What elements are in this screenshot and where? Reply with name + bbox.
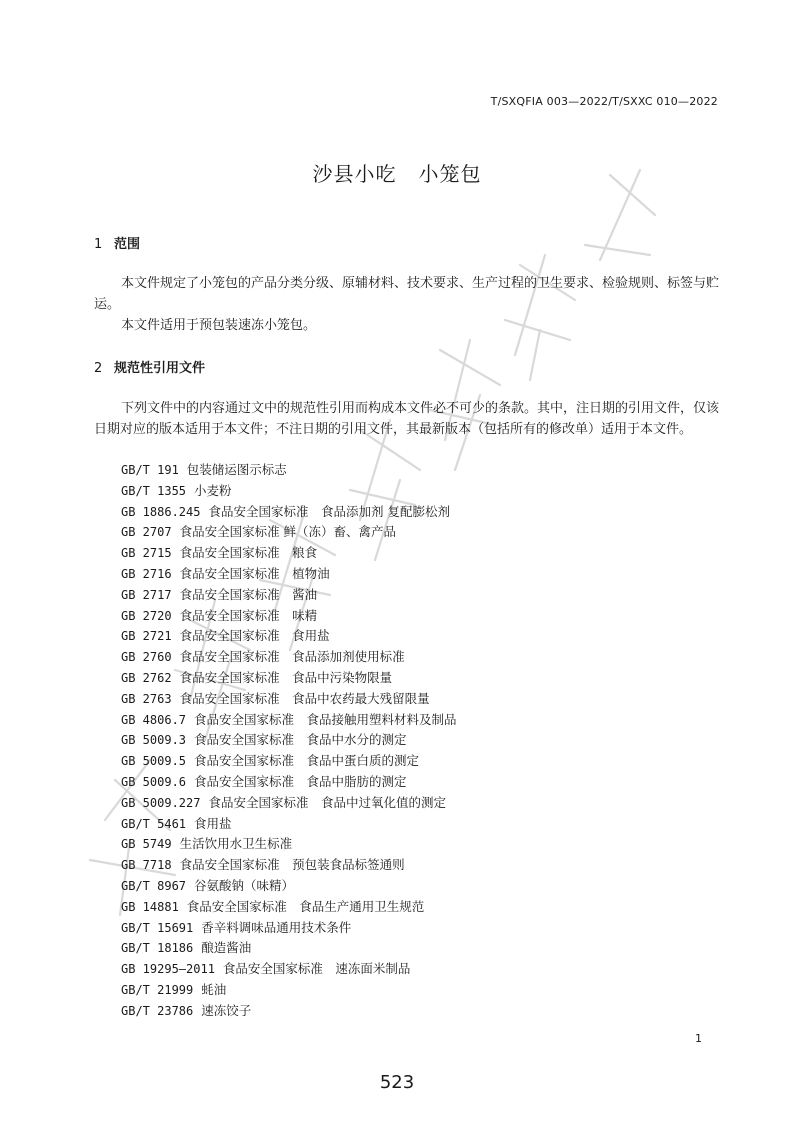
reference-item (121, 834, 457, 855)
reference-item (121, 710, 457, 731)
reference-code: GB 5009.3 (121, 733, 187, 748)
reference-name: 食品安全国家标准 速冻面米制品 (222, 961, 411, 977)
document-code: T/SXQFIA 003—2022/T/SXXC 010—2022 (490, 95, 718, 108)
reference-item (121, 938, 457, 959)
reference-code: GB 19295—2011 (121, 962, 215, 977)
reference-code: GB 7718 (121, 858, 172, 873)
reference-name: 生活饮用水卫生标准 (179, 836, 293, 852)
reference-item (121, 689, 457, 710)
reference-item (121, 502, 457, 523)
reference-code: GB/T 191 (121, 463, 179, 477)
reference-name: 食品安全国家标准 食品添加剂使用标准 (179, 649, 405, 665)
scope-paragraph-1: 本文件规定了小笼包的产品分类分级、原辅材料、技术要求、生产过程的卫生要求、检验规则、标签与贮运。 (94, 276, 720, 312)
reference-code: GB 4806.7 (121, 712, 187, 727)
reference-code: GB/T 8967 (121, 878, 187, 893)
reference-name: 食品安全国家标准 味精 (179, 607, 318, 623)
reference-list (121, 460, 457, 1022)
reference-item (121, 1001, 457, 1022)
reference-name: 食品安全国家标准 食用盐 (179, 628, 330, 644)
reference-item (121, 626, 457, 647)
reference-name: 食品安全国家标准 预包装食品标签通则 (179, 857, 405, 873)
reference-item (121, 647, 457, 668)
normative-intro-paragraph: 下列文件中的内容通过文中的规范性引用而构成本文件必不可少的条款。其中，注日期的引用文件，仅该日期对应的版本适用于本文件；不注日期的引用文件，其最新版本（包括所有的修改单）适用于本文件。 (94, 401, 720, 437)
reference-item (121, 543, 457, 564)
reference-name: 食品安全国家标准 粮食 (179, 545, 318, 561)
scope-paragraph-2: 本文件适用于预包装速冻小笼包。 (121, 318, 317, 333)
reference-name: 速冻饺子 (201, 1002, 252, 1018)
reference-code: GB 2762 (121, 670, 172, 685)
reference-code: GB 2707 (121, 525, 172, 540)
reference-item (121, 793, 457, 814)
reference-item (121, 772, 457, 793)
reference-name: 食品安全国家标准 食品接触用塑料材料及制品 (194, 711, 457, 727)
reference-item (121, 751, 457, 772)
reference-item (121, 897, 457, 918)
reference-name: 食品安全国家标准 食品添加剂 复配膨松剂 (208, 503, 450, 519)
section-number: 1 (94, 237, 103, 252)
reference-item (121, 876, 457, 897)
footer-page-number: 523 (379, 1072, 415, 1093)
reference-item (121, 585, 457, 606)
reference-name: 酿造酱油 (201, 940, 252, 956)
reference-name: 香辛料调味品通用技术条件 (201, 919, 352, 935)
reference-code: GB 1886.245 (121, 504, 201, 519)
reference-name: 蚝油 (201, 981, 227, 997)
reference-code: GB/T 23786 (121, 1003, 194, 1018)
reference-item (121, 980, 457, 1001)
reference-code: GB 5009.5 (121, 754, 187, 769)
reference-item (121, 606, 457, 627)
reference-item (121, 564, 457, 585)
reference-name: 食品安全国家标准 食品中污染物限量 (179, 669, 393, 685)
reference-code: GB 5009.227 (121, 795, 201, 810)
reference-code: GB 2715 (121, 546, 172, 561)
reference-name: 小麦粉 (194, 482, 232, 498)
reference-name: 食品安全国家标准 食品中水分的测定 (194, 732, 407, 748)
reference-code: GB 2720 (121, 608, 172, 623)
reference-code: GB 2717 (121, 587, 172, 602)
reference-name: 食品安全国家标准 鲜（冻）畜、禽产品 (179, 524, 397, 540)
title-part-1: 沙县小吃 (312, 162, 397, 186)
section-title: 范围 (114, 237, 141, 252)
reference-name: 食品安全国家标准 食品中脂肪的测定 (194, 773, 407, 789)
reference-name: 食品安全国家标准 酱油 (179, 586, 318, 602)
reference-name: 食品安全国家标准 食品生产通用卫生规范 (186, 898, 425, 914)
title-part-2: 小笼包 (418, 162, 482, 186)
reference-code: GB 2760 (121, 650, 172, 665)
reference-item (121, 918, 457, 939)
section-title: 规范性引用文件 (114, 361, 206, 376)
page-number: 1 (695, 1032, 702, 1045)
reference-item (121, 522, 457, 543)
reference-code: GB/T 1355 (121, 483, 187, 498)
reference-item (121, 959, 457, 980)
reference-code: GB/T 5461 (121, 816, 187, 831)
reference-item (121, 668, 457, 689)
page-title (0, 158, 794, 187)
reference-code: GB 5009.6 (121, 774, 187, 789)
reference-name: 食品安全国家标准 食品中蛋白质的测定 (194, 753, 420, 769)
reference-name: 食品安全国家标准 食品中农药最大残留限量 (179, 690, 430, 706)
reference-item (121, 855, 457, 876)
reference-name: 食品安全国家标准 植物油 (179, 565, 330, 581)
reference-code: GB 2763 (121, 691, 172, 706)
reference-name: 谷氨酸钠（味精） (194, 877, 295, 893)
reference-item (121, 481, 457, 502)
section-number: 2 (94, 361, 103, 376)
reference-name: 食用盐 (194, 815, 232, 831)
reference-code: GB 2716 (121, 566, 172, 581)
reference-item (121, 730, 457, 751)
reference-name: 包装储运图示标志 (186, 462, 287, 477)
reference-code: GB/T 18186 (121, 941, 194, 956)
section-heading-scope (94, 233, 140, 252)
reference-name: 食品安全国家标准 食品中过氧化值的测定 (208, 794, 446, 810)
reference-item (121, 460, 457, 481)
reference-code: GB 14881 (121, 899, 179, 914)
reference-code: GB 2721 (121, 629, 172, 644)
reference-code: GB/T 15691 (121, 920, 194, 935)
reference-code: GB 5749 (121, 837, 172, 852)
section-heading-normative-references (94, 357, 205, 376)
reference-code: GB/T 21999 (121, 982, 194, 997)
reference-item (121, 814, 457, 835)
